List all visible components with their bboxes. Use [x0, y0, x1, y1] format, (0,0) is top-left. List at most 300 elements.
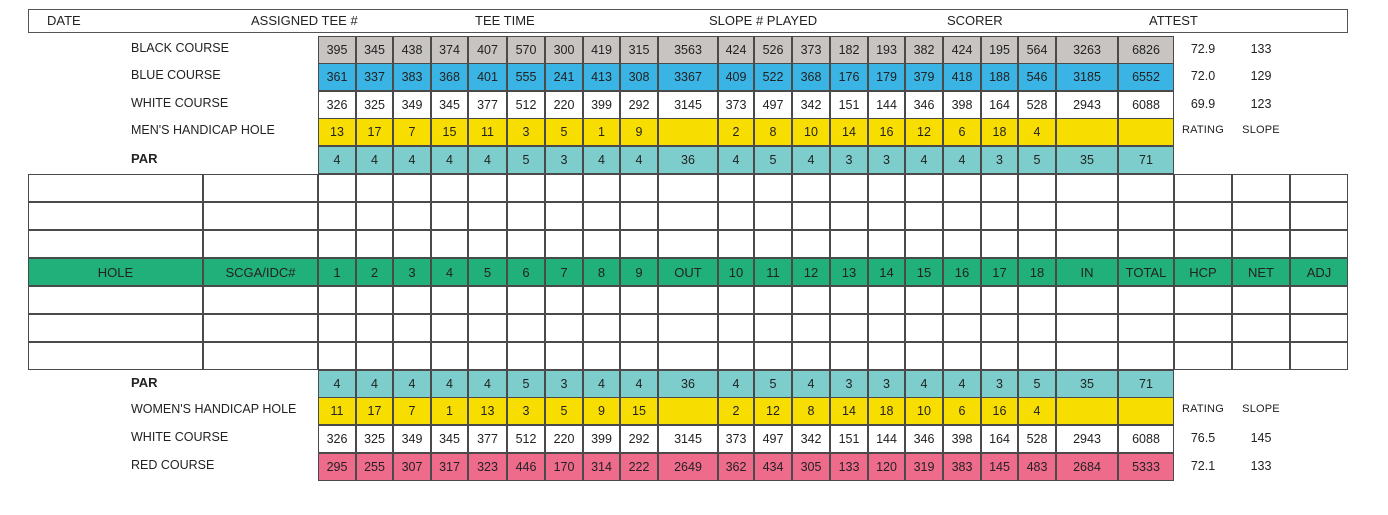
- entry-cell[interactable]: [203, 342, 318, 370]
- scga-label: SCGA/IDC#: [203, 258, 318, 286]
- score-cell: 6826: [1118, 36, 1174, 64]
- score-cell: 4: [393, 370, 431, 398]
- score-cell: 4: [718, 146, 754, 174]
- score-cell: 305: [792, 453, 830, 481]
- entry-cell[interactable]: [545, 202, 583, 230]
- entry-cell[interactable]: [830, 202, 868, 230]
- entry-cell[interactable]: [356, 314, 393, 342]
- score-cell: 2943: [1056, 425, 1118, 453]
- score-cell: 176: [830, 63, 868, 91]
- entry-cell[interactable]: [868, 314, 905, 342]
- score-cell: 325: [356, 91, 393, 119]
- entry-cell[interactable]: [905, 342, 943, 370]
- entry-cell[interactable]: [905, 202, 943, 230]
- entry-cell[interactable]: [620, 286, 658, 314]
- score-cell: 4: [943, 146, 981, 174]
- entry-cell[interactable]: [981, 286, 1018, 314]
- entry-cell[interactable]: [943, 202, 981, 230]
- entry-cell[interactable]: [1174, 342, 1232, 370]
- score-cell: 292: [620, 91, 658, 119]
- entry-cell[interactable]: [1174, 314, 1232, 342]
- entry-cell[interactable]: [718, 286, 754, 314]
- score-cell: 383: [393, 63, 431, 91]
- entry-cell[interactable]: [583, 174, 620, 202]
- entry-cell[interactable]: [1232, 314, 1290, 342]
- entry-cell[interactable]: [356, 230, 393, 258]
- entry-cell[interactable]: [868, 342, 905, 370]
- score-cell: 317: [431, 453, 468, 481]
- entry-cell[interactable]: [754, 286, 792, 314]
- entry-cell[interactable]: [431, 202, 468, 230]
- score-cell: 195: [981, 36, 1018, 64]
- hole-number: 15: [905, 258, 943, 286]
- score-cell: [658, 397, 718, 425]
- score-cell: 349: [393, 425, 431, 453]
- entry-cell[interactable]: [1118, 314, 1174, 342]
- score-cell: 222: [620, 453, 658, 481]
- score-cell: 4: [943, 370, 981, 398]
- entry-cell[interactable]: [1232, 286, 1290, 314]
- slope-value: SLOPE: [1242, 403, 1280, 415]
- adj-label: ADJ: [1290, 258, 1348, 286]
- score-cell: 342: [792, 91, 830, 119]
- score-cell: 7: [393, 397, 431, 425]
- entry-cell[interactable]: [718, 230, 754, 258]
- score-cell: 4: [620, 146, 658, 174]
- entry-cell[interactable]: [393, 286, 431, 314]
- score-cell: 5: [1018, 370, 1056, 398]
- score-cell: 3145: [658, 425, 718, 453]
- entry-cell[interactable]: [203, 174, 318, 202]
- entry-cell[interactable]: [718, 342, 754, 370]
- entry-cell[interactable]: [318, 174, 356, 202]
- entry-cell[interactable]: [868, 174, 905, 202]
- entry-cell[interactable]: [754, 314, 792, 342]
- score-cell: 349: [393, 91, 431, 119]
- entry-cell[interactable]: [658, 230, 718, 258]
- entry-cell[interactable]: [1290, 286, 1348, 314]
- entry-cell[interactable]: [792, 230, 830, 258]
- entry-cell[interactable]: [754, 202, 792, 230]
- entry-cell[interactable]: [583, 286, 620, 314]
- hole-number: 4: [431, 258, 468, 286]
- entry-cell[interactable]: [1290, 230, 1348, 258]
- entry-cell[interactable]: [356, 286, 393, 314]
- score-cell: 308: [620, 63, 658, 91]
- entry-cell[interactable]: [658, 286, 718, 314]
- slope-value: 145: [1250, 431, 1272, 445]
- score-cell: 35: [1056, 370, 1118, 398]
- hole-number: 9: [620, 258, 658, 286]
- entry-cell[interactable]: [1232, 342, 1290, 370]
- entry-cell[interactable]: [318, 286, 356, 314]
- entry-cell[interactable]: [583, 314, 620, 342]
- slope-value: 129: [1250, 69, 1272, 83]
- entry-cell[interactable]: [943, 174, 981, 202]
- entry-cell[interactable]: [620, 230, 658, 258]
- hole-number: 13: [830, 258, 868, 286]
- entry-cell[interactable]: [393, 174, 431, 202]
- entry-cell[interactable]: [792, 286, 830, 314]
- entry-cell[interactable]: [356, 174, 393, 202]
- score-cell: 3145: [658, 91, 718, 119]
- row-label: WOMEN'S HANDICAP HOLE: [131, 402, 297, 416]
- score-cell: 164: [981, 425, 1018, 453]
- entry-cell[interactable]: [468, 174, 507, 202]
- row-label: RED COURSE: [131, 458, 215, 472]
- hole-label: HOLE: [28, 258, 203, 286]
- score-cell: 3367: [658, 63, 718, 91]
- score-cell: 323: [468, 453, 507, 481]
- score-cell: 1: [583, 118, 620, 146]
- entry-cell[interactable]: [981, 230, 1018, 258]
- entry-cell[interactable]: [1174, 202, 1232, 230]
- date-label: DATE: [47, 13, 81, 28]
- scorer-label: SCORER: [947, 13, 1003, 28]
- score-cell: 5: [1018, 146, 1056, 174]
- score-cell: 337: [356, 63, 393, 91]
- entry-cell[interactable]: [28, 230, 203, 258]
- entry-cell[interactable]: [203, 286, 318, 314]
- score-cell: 2649: [658, 453, 718, 481]
- score-cell: 8: [792, 397, 830, 425]
- entry-cell[interactable]: [545, 230, 583, 258]
- score-cell: 12: [905, 118, 943, 146]
- entry-cell[interactable]: [1118, 342, 1174, 370]
- score-cell: 6552: [1118, 63, 1174, 91]
- entry-cell[interactable]: [981, 314, 1018, 342]
- row-label: BLUE COURSE: [131, 68, 221, 82]
- score-cell: [1118, 397, 1174, 425]
- entry-cell[interactable]: [792, 342, 830, 370]
- entry-cell[interactable]: [658, 314, 718, 342]
- entry-cell[interactable]: [1018, 174, 1056, 202]
- entry-cell[interactable]: [1290, 202, 1348, 230]
- entry-cell[interactable]: [28, 342, 203, 370]
- entry-cell[interactable]: [318, 202, 356, 230]
- entry-cell[interactable]: [318, 314, 356, 342]
- entry-cell[interactable]: [943, 230, 981, 258]
- entry-cell[interactable]: [431, 314, 468, 342]
- entry-cell[interactable]: [545, 342, 583, 370]
- entry-cell[interactable]: [507, 174, 545, 202]
- score-cell: 17: [356, 397, 393, 425]
- score-cell: 164: [981, 91, 1018, 119]
- score-cell: 5: [545, 118, 583, 146]
- score-cell: 401: [468, 63, 507, 91]
- score-cell: 16: [868, 118, 905, 146]
- rating-value: 72.1: [1190, 459, 1216, 473]
- entry-cell[interactable]: [468, 342, 507, 370]
- entry-cell[interactable]: [658, 342, 718, 370]
- score-cell: 497: [754, 91, 792, 119]
- entry-cell[interactable]: [583, 342, 620, 370]
- score-cell: 398: [943, 425, 981, 453]
- entry-cell[interactable]: [1018, 230, 1056, 258]
- score-cell: 424: [943, 36, 981, 64]
- attest-label: ATTEST: [1149, 13, 1198, 28]
- entry-cell[interactable]: [943, 342, 981, 370]
- entry-cell[interactable]: [718, 202, 754, 230]
- entry-cell[interactable]: [1174, 286, 1232, 314]
- score-cell: 3: [868, 146, 905, 174]
- entry-cell[interactable]: [1018, 202, 1056, 230]
- score-cell: 10: [792, 118, 830, 146]
- score-cell: 326: [318, 425, 356, 453]
- score-cell: 3185: [1056, 63, 1118, 91]
- entry-cell[interactable]: [1018, 342, 1056, 370]
- rating-value: RATING: [1182, 124, 1224, 136]
- score-cell: 15: [620, 397, 658, 425]
- entry-cell[interactable]: [718, 174, 754, 202]
- entry-cell[interactable]: [507, 286, 545, 314]
- score-cell: 407: [468, 36, 507, 64]
- entry-cell[interactable]: [468, 230, 507, 258]
- entry-cell[interactable]: [468, 286, 507, 314]
- entry-cell[interactable]: [468, 314, 507, 342]
- entry-cell[interactable]: [28, 174, 203, 202]
- entry-cell[interactable]: [431, 286, 468, 314]
- score-cell: 379: [905, 63, 943, 91]
- entry-cell[interactable]: [981, 202, 1018, 230]
- entry-cell[interactable]: [754, 174, 792, 202]
- entry-cell[interactable]: [1290, 342, 1348, 370]
- entry-cell[interactable]: [905, 286, 943, 314]
- entry-cell[interactable]: [792, 174, 830, 202]
- entry-cell[interactable]: [431, 230, 468, 258]
- rating-value: 69.9: [1190, 97, 1216, 111]
- hole-number: 17: [981, 258, 1018, 286]
- score-cell: 315: [620, 36, 658, 64]
- entry-cell[interactable]: [620, 202, 658, 230]
- score-cell: 36: [658, 146, 718, 174]
- score-cell: 446: [507, 453, 545, 481]
- entry-cell[interactable]: [318, 230, 356, 258]
- entry-cell[interactable]: [1118, 202, 1174, 230]
- score-cell: 4: [792, 146, 830, 174]
- entry-cell[interactable]: [1118, 174, 1174, 202]
- hole-number: OUT: [658, 258, 718, 286]
- entry-cell[interactable]: [981, 342, 1018, 370]
- hole-number: 3: [393, 258, 431, 286]
- entry-cell[interactable]: [28, 202, 203, 230]
- entry-cell[interactable]: [1118, 286, 1174, 314]
- entry-cell[interactable]: [830, 230, 868, 258]
- entry-cell[interactable]: [1056, 202, 1118, 230]
- entry-cell[interactable]: [1290, 314, 1348, 342]
- entry-cell[interactable]: [431, 174, 468, 202]
- score-cell: 18: [981, 118, 1018, 146]
- score-cell: 3: [830, 370, 868, 398]
- row-label: WHITE COURSE: [131, 430, 229, 444]
- entry-cell[interactable]: [1018, 314, 1056, 342]
- entry-cell[interactable]: [1056, 174, 1118, 202]
- score-cell: 4: [905, 370, 943, 398]
- entry-cell[interactable]: [507, 314, 545, 342]
- score-cell: 193: [868, 36, 905, 64]
- entry-cell[interactable]: [792, 202, 830, 230]
- score-cell: 179: [868, 63, 905, 91]
- entry-cell[interactable]: [28, 286, 203, 314]
- score-cell: 13: [318, 118, 356, 146]
- score-cell: 71: [1118, 146, 1174, 174]
- score-cell: 424: [718, 36, 754, 64]
- score-cell: 11: [318, 397, 356, 425]
- score-cell: 319: [905, 453, 943, 481]
- entry-cell[interactable]: [943, 286, 981, 314]
- entry-cell[interactable]: [943, 314, 981, 342]
- entry-cell[interactable]: [318, 342, 356, 370]
- score-cell: 144: [868, 91, 905, 119]
- entry-cell[interactable]: [905, 314, 943, 342]
- score-cell: 18: [868, 397, 905, 425]
- entry-cell[interactable]: [1056, 286, 1118, 314]
- entry-cell[interactable]: [583, 230, 620, 258]
- entry-cell[interactable]: [1174, 174, 1232, 202]
- score-cell: 438: [393, 36, 431, 64]
- hole-number: 18: [1018, 258, 1056, 286]
- slope-value: 133: [1250, 42, 1272, 56]
- score-cell: 4: [620, 370, 658, 398]
- entry-cell[interactable]: [203, 202, 318, 230]
- score-cell: 5: [545, 397, 583, 425]
- score-cell: 3: [868, 370, 905, 398]
- score-cell: 483: [1018, 453, 1056, 481]
- hole-number: IN: [1056, 258, 1118, 286]
- score-cell: 5: [507, 370, 545, 398]
- entry-cell[interactable]: [203, 314, 318, 342]
- score-cell: 314: [583, 453, 620, 481]
- score-cell: 4: [1018, 397, 1056, 425]
- entry-cell[interactable]: [905, 174, 943, 202]
- entry-cell[interactable]: [356, 342, 393, 370]
- entry-cell[interactable]: [830, 286, 868, 314]
- entry-cell[interactable]: [868, 230, 905, 258]
- entry-cell[interactable]: [1232, 174, 1290, 202]
- entry-cell[interactable]: [393, 342, 431, 370]
- entry-cell[interactable]: [830, 342, 868, 370]
- score-cell: 373: [718, 91, 754, 119]
- score-cell: 35: [1056, 146, 1118, 174]
- entry-cell[interactable]: [28, 314, 203, 342]
- entry-cell[interactable]: [545, 286, 583, 314]
- score-cell: 3: [981, 370, 1018, 398]
- hole-number: 16: [943, 258, 981, 286]
- hole-number: 14: [868, 258, 905, 286]
- score-cell: 14: [830, 397, 868, 425]
- score-cell: 170: [545, 453, 583, 481]
- entry-cell[interactable]: [981, 174, 1018, 202]
- score-cell: 71: [1118, 370, 1174, 398]
- entry-cell[interactable]: [1056, 314, 1118, 342]
- score-cell: 325: [356, 425, 393, 453]
- score-cell: 13: [468, 397, 507, 425]
- entry-cell[interactable]: [1056, 230, 1118, 258]
- score-cell: 4: [718, 370, 754, 398]
- hole-number: 8: [583, 258, 620, 286]
- hole-number: 5: [468, 258, 507, 286]
- score-cell: 6088: [1118, 91, 1174, 119]
- entry-cell[interactable]: [356, 202, 393, 230]
- entry-cell[interactable]: [1056, 342, 1118, 370]
- score-cell: 255: [356, 453, 393, 481]
- entry-cell[interactable]: [393, 230, 431, 258]
- entry-cell[interactable]: [1018, 286, 1056, 314]
- entry-cell[interactable]: [718, 314, 754, 342]
- entry-cell[interactable]: [1290, 174, 1348, 202]
- score-cell: 342: [792, 425, 830, 453]
- score-cell: [1056, 397, 1118, 425]
- score-cell: 36: [658, 370, 718, 398]
- entry-cell[interactable]: [203, 230, 318, 258]
- entry-cell[interactable]: [1118, 230, 1174, 258]
- score-cell: 11: [468, 118, 507, 146]
- score-cell: 6: [943, 118, 981, 146]
- entry-cell[interactable]: [1232, 202, 1290, 230]
- entry-cell[interactable]: [393, 202, 431, 230]
- entry-cell[interactable]: [658, 174, 718, 202]
- score-cell: 6088: [1118, 425, 1174, 453]
- score-cell: 346: [905, 425, 943, 453]
- entry-cell[interactable]: [583, 202, 620, 230]
- entry-cell[interactable]: [868, 202, 905, 230]
- entry-cell[interactable]: [507, 230, 545, 258]
- entry-cell[interactable]: [830, 174, 868, 202]
- score-cell: 144: [868, 425, 905, 453]
- score-cell: 382: [905, 36, 943, 64]
- entry-cell[interactable]: [868, 286, 905, 314]
- entry-cell[interactable]: [1174, 230, 1232, 258]
- entry-cell[interactable]: [507, 202, 545, 230]
- entry-cell[interactable]: [754, 342, 792, 370]
- score-cell: 4: [583, 370, 620, 398]
- entry-cell[interactable]: [620, 314, 658, 342]
- entry-cell[interactable]: [830, 314, 868, 342]
- score-cell: 3: [981, 146, 1018, 174]
- score-cell: 182: [830, 36, 868, 64]
- score-cell: 3263: [1056, 36, 1118, 64]
- score-cell: 4: [393, 146, 431, 174]
- entry-cell[interactable]: [1232, 230, 1290, 258]
- entry-cell[interactable]: [792, 314, 830, 342]
- entry-cell[interactable]: [468, 202, 507, 230]
- score-cell: 398: [943, 91, 981, 119]
- score-cell: 307: [393, 453, 431, 481]
- score-cell: 5333: [1118, 453, 1174, 481]
- entry-cell[interactable]: [620, 342, 658, 370]
- entry-cell[interactable]: [545, 314, 583, 342]
- score-cell: 10: [905, 397, 943, 425]
- score-cell: 326: [318, 91, 356, 119]
- entry-cell[interactable]: [431, 342, 468, 370]
- entry-cell[interactable]: [545, 174, 583, 202]
- slope-played-label: SLOPE # PLAYED: [709, 13, 818, 28]
- entry-cell[interactable]: [393, 314, 431, 342]
- score-cell: 409: [718, 63, 754, 91]
- score-cell: 346: [905, 91, 943, 119]
- hole-number: 12: [792, 258, 830, 286]
- score-cell: 434: [754, 453, 792, 481]
- entry-cell[interactable]: [905, 230, 943, 258]
- score-cell: 368: [792, 63, 830, 91]
- hole-number: 2: [356, 258, 393, 286]
- score-cell: 220: [545, 425, 583, 453]
- entry-cell[interactable]: [620, 174, 658, 202]
- entry-cell[interactable]: [658, 202, 718, 230]
- entry-cell[interactable]: [507, 342, 545, 370]
- entry-cell[interactable]: [754, 230, 792, 258]
- assigned-tee-label: ASSIGNED TEE #: [251, 13, 358, 28]
